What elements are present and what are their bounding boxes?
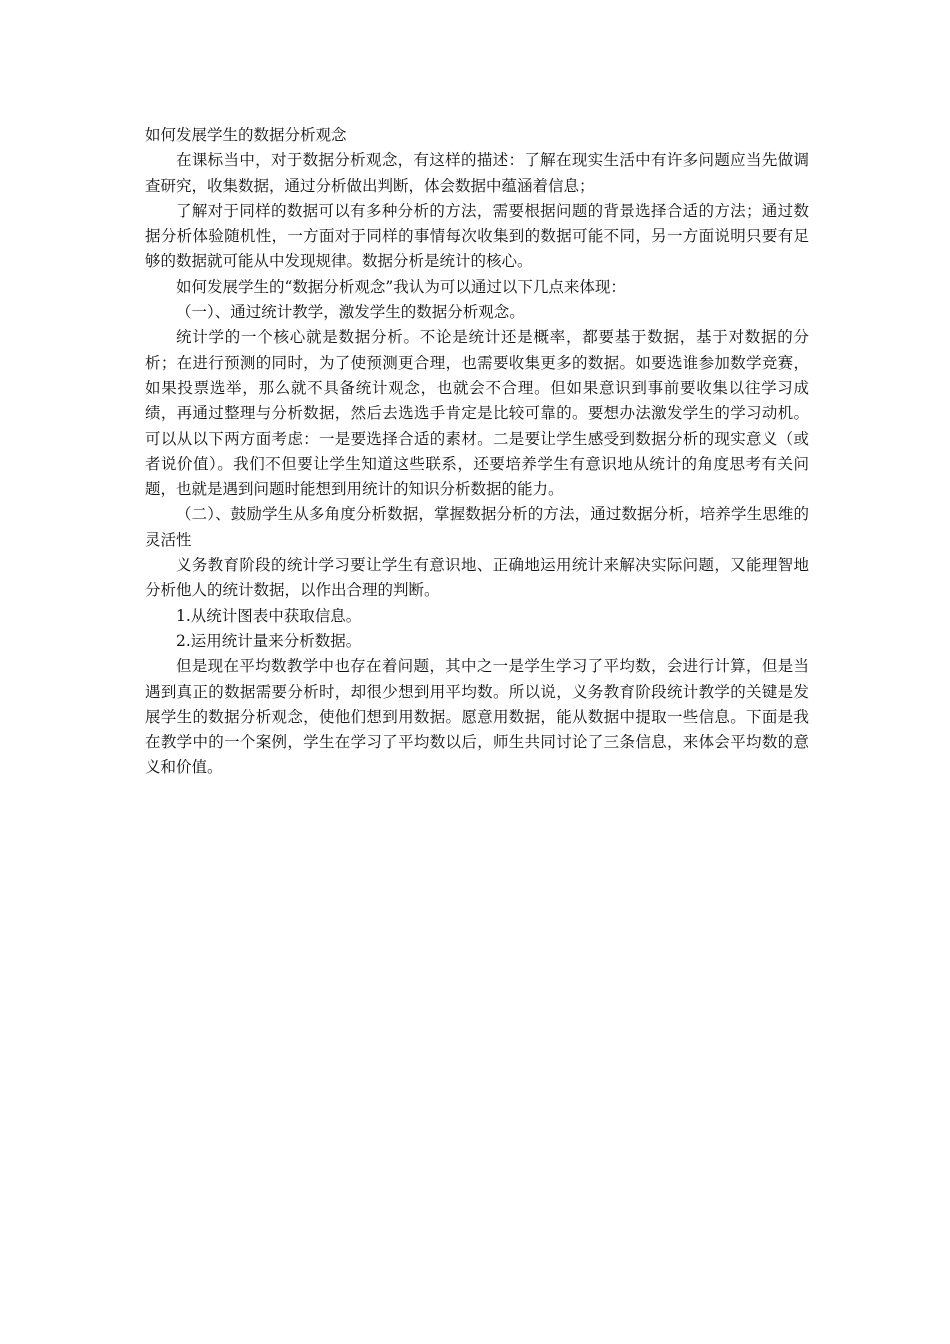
section-heading-two: （二）、鼓励学生从多角度分析数据，掌握数据分析的方法，通过数据分析，培养学生思维的灵活性: [145, 505, 809, 549]
paragraph-compulsory-education: 义务教育阶段的统计学习要让学生有意识地、正确地运用统计来解决实际问题，又能理智地分析他人的统计数据，以作出合理的判断。: [145, 556, 809, 600]
paragraph-analysis-methods: 了解对于同样的数据可以有多种分析的方法，需要根据问题的背景选择合适的方法；通过数据分析体验随机性，一方面对于同样的事情每次收集到的数据可能不同，另一方面说明只要有足够的数据就可能从中发现规律。数据分析是统计的核心。: [145, 201, 809, 271]
section-heading-one: （一）、通过统计教学，激发学生的数据分析观念。: [176, 303, 525, 322]
document-title: 如何发展学生的数据分析观念: [145, 126, 347, 144]
paragraph-how-to-develop: 如何发展学生的“数据分析观念”我认为可以通过以下几点来体现：: [176, 277, 626, 296]
paragraph-curriculum-description: 在课标当中，对于数据分析观念，有这样的描述：了解在现实生活中有许多问题应当先做调查研究，收集数据，通过分析做出判断，体会数据中蕴涵着信息；: [145, 151, 809, 195]
paragraph-average-teaching: 但是现在平均数教学中也存在着问题，其中之一是学生学习了平均数，会进行计算，但是当遇到真正的数据需要分析时，却很少想到用平均数。所以说，义务教育阶段统计教学的关键是发展学生的数据分析观念，使他们想到用数据。愿意用数据，能从数据中提取一些信息。下面是我在教学中的一个案例，学生在学习了平均数以后，师生共同讨论了三条信息，来体会平均数的意义和价值。: [145, 657, 809, 777]
list-item-one: 1.从统计图表中获取信息。: [176, 606, 362, 625]
list-item-two: 2.运用统计量来分析数据。: [176, 631, 362, 650]
paragraph-statistics-core: 统计学的一个核心就是数据分析。不论是统计还是概率，都要基于数据，基于对数据的分析；在进行预测的同时，为了使预测更合理，也需要收集更多的数据。如要选谁参加数学竞赛，如果投票选举，那么就不具备统计观念，也就会不合理。但如果意识到事前要收集以往学习成绩，再通过整理与分析数据，然后去选选手肯定是比较可靠的。要想办法激发学生的学习动机。可以从以下两方面考虑：一是要选择合适的素材。二是要让学生感受到数据分析的现实意义（或者说价值）。我们不但要让学生知道这些联系，还要培养学生有意识地从统计的角度思考有关问题，也就是遇到问题时能想到用统计的知识分析数据的能力。: [145, 328, 809, 499]
document-body: [145, 123, 809, 781]
